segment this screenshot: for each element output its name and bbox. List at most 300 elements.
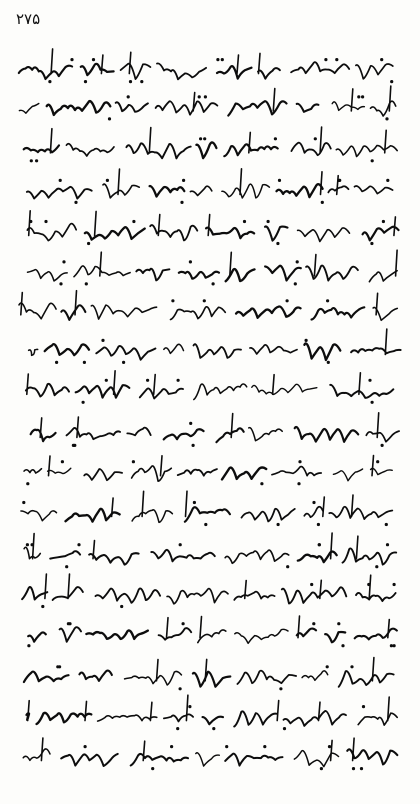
handwritten-stroke bbox=[186, 491, 188, 516]
handwritten-line bbox=[27, 616, 397, 647]
ink-dot bbox=[41, 605, 44, 608]
ink-dot bbox=[29, 220, 32, 223]
handwritten-word bbox=[179, 272, 219, 279]
handwritten-stroke bbox=[394, 217, 396, 236]
handwritten-word bbox=[121, 64, 151, 79]
handwritten-word bbox=[236, 306, 300, 317]
handwritten-word bbox=[164, 714, 193, 721]
ink-dot bbox=[26, 482, 29, 485]
ink-dot bbox=[243, 220, 246, 223]
handwritten-line bbox=[27, 169, 393, 204]
handwritten-word bbox=[277, 184, 323, 197]
ink-dot bbox=[48, 80, 51, 83]
handwritten-stroke bbox=[273, 375, 275, 395]
handwritten-word bbox=[291, 62, 349, 73]
handwritten-word bbox=[333, 469, 362, 481]
handwritten-word bbox=[339, 671, 394, 687]
handwritten-word bbox=[61, 754, 117, 766]
handwritten-word bbox=[332, 102, 364, 111]
ink-dot bbox=[59, 179, 62, 182]
handwritten-word bbox=[171, 307, 226, 320]
handwritten-word bbox=[67, 428, 121, 439]
handwritten-line bbox=[24, 658, 394, 691]
handwritten-stroke bbox=[372, 658, 374, 681]
ink-dot bbox=[283, 727, 286, 730]
ink-dot bbox=[294, 282, 297, 285]
ink-dot bbox=[312, 622, 315, 625]
handwritten-word bbox=[185, 507, 230, 521]
ink-dot bbox=[180, 201, 183, 204]
ink-dot bbox=[376, 460, 379, 463]
ink-dot bbox=[182, 179, 185, 182]
ink-dot bbox=[203, 299, 206, 302]
handwritten-word bbox=[28, 632, 46, 641]
handwritten-word bbox=[37, 713, 92, 724]
handwritten-word bbox=[150, 186, 185, 196]
ink-dot bbox=[324, 58, 327, 61]
handwritten-word bbox=[19, 303, 56, 319]
handwritten-word bbox=[24, 469, 42, 473]
handwritten-word bbox=[19, 66, 72, 79]
ink-dot bbox=[328, 745, 331, 748]
ink-dot bbox=[67, 622, 70, 625]
handwritten-word bbox=[304, 507, 323, 517]
ink-dot bbox=[192, 444, 195, 447]
handwritten-word bbox=[302, 671, 328, 680]
handwritten-word bbox=[298, 228, 350, 242]
ink-dot bbox=[188, 705, 191, 708]
handwritten-line bbox=[26, 371, 393, 404]
handwritten-line bbox=[24, 456, 392, 486]
ink-dot bbox=[61, 460, 64, 463]
handwritten-word bbox=[164, 429, 204, 439]
ink-dot bbox=[198, 95, 201, 98]
ink-dot bbox=[151, 767, 154, 770]
handwritten-word bbox=[252, 384, 317, 394]
ink-dot bbox=[55, 361, 58, 364]
ink-dot bbox=[286, 565, 289, 568]
handwritten-word bbox=[132, 466, 172, 481]
ink-dot bbox=[44, 220, 47, 223]
ink-dot bbox=[171, 299, 174, 302]
handwritten-stroke bbox=[51, 49, 53, 74]
handwritten-line bbox=[22, 574, 396, 608]
ink-dot bbox=[260, 482, 263, 485]
handwritten-stroke bbox=[41, 738, 43, 761]
handwritten-word bbox=[74, 266, 130, 277]
handwritten-word bbox=[258, 68, 280, 79]
ink-dot bbox=[390, 80, 393, 83]
handwritten-word bbox=[27, 187, 92, 199]
ink-dot bbox=[320, 767, 323, 770]
ink-dot bbox=[367, 583, 370, 586]
handwritten-word bbox=[193, 672, 230, 687]
ink-dot bbox=[84, 80, 87, 83]
handwritten-stroke bbox=[114, 371, 116, 395]
handwritten-word bbox=[347, 749, 397, 764]
ink-dot bbox=[77, 543, 80, 546]
handwritten-word bbox=[84, 469, 122, 480]
ink-dot bbox=[122, 361, 125, 364]
handwritten-stroke bbox=[101, 55, 103, 74]
ink-dot bbox=[92, 58, 95, 61]
handwritten-word bbox=[356, 593, 396, 601]
ink-dot bbox=[189, 260, 192, 263]
handwritten-word bbox=[224, 144, 277, 156]
handwritten-line bbox=[28, 250, 398, 285]
ink-dot bbox=[176, 727, 179, 730]
handwritten-word bbox=[369, 271, 397, 282]
handwritten-word bbox=[96, 346, 155, 360]
ink-dot bbox=[381, 444, 384, 447]
handwritten-word bbox=[249, 428, 282, 441]
ink-dot bbox=[177, 379, 180, 382]
ink-dot bbox=[385, 523, 388, 526]
handwritten-word bbox=[61, 305, 85, 320]
handwritten-word bbox=[24, 672, 69, 682]
handwritten-stroke bbox=[149, 128, 151, 153]
ink-dot bbox=[278, 179, 281, 182]
handwritten-stroke bbox=[161, 456, 163, 476]
handwritten-word bbox=[297, 104, 319, 112]
handwritten-word bbox=[222, 468, 266, 480]
handwritten-stroke bbox=[21, 293, 23, 315]
handwritten-stroke bbox=[129, 52, 131, 73]
ink-dot bbox=[326, 299, 329, 302]
ink-dot bbox=[189, 422, 192, 425]
handwritten-stroke bbox=[200, 617, 202, 638]
handwritten-stroke bbox=[237, 55, 239, 74]
ink-dot bbox=[203, 137, 206, 140]
handwritten-stroke bbox=[29, 211, 31, 236]
handwritten-word bbox=[297, 629, 316, 637]
ink-dot bbox=[276, 242, 279, 245]
handwritten-word bbox=[24, 145, 59, 152]
ink-dot bbox=[132, 220, 135, 223]
ink-dot bbox=[357, 95, 360, 98]
handwritten-stroke bbox=[154, 375, 156, 395]
ink-dot bbox=[204, 523, 207, 526]
handwritten-word bbox=[127, 428, 150, 436]
ink-dot bbox=[30, 159, 33, 162]
ink-dot bbox=[277, 523, 280, 526]
ink-dot bbox=[83, 361, 86, 364]
handwritten-word bbox=[225, 754, 282, 766]
handwritten-word bbox=[217, 66, 252, 78]
handwritten-word bbox=[116, 102, 148, 112]
handwritten-stroke bbox=[45, 574, 47, 599]
handwritten-word bbox=[140, 388, 183, 398]
handwritten-stroke bbox=[323, 497, 325, 516]
handwritten-word bbox=[126, 143, 190, 158]
ink-dot bbox=[393, 583, 396, 586]
handwritten-word bbox=[291, 143, 330, 156]
handwritten-stroke bbox=[231, 414, 233, 438]
handwritten-stroke bbox=[298, 616, 300, 638]
ink-dot bbox=[382, 220, 385, 223]
handwritten-stroke bbox=[273, 89, 275, 111]
ink-dot bbox=[338, 179, 341, 182]
ink-dot bbox=[72, 444, 75, 447]
handwritten-line bbox=[19, 49, 394, 83]
handwritten-word bbox=[356, 64, 393, 79]
handwritten-word bbox=[157, 63, 206, 79]
handwritten-word bbox=[329, 507, 392, 519]
ink-dot bbox=[108, 117, 111, 120]
ink-dot bbox=[106, 179, 109, 182]
handwritten-line bbox=[19, 86, 395, 120]
ink-dot bbox=[352, 767, 355, 770]
handwritten-stroke bbox=[320, 127, 322, 153]
handwritten-word bbox=[234, 592, 274, 600]
ink-dot bbox=[327, 361, 330, 364]
ink-dot bbox=[193, 501, 196, 504]
handwritten-word bbox=[45, 344, 89, 355]
handwritten-word bbox=[196, 142, 216, 158]
ink-dot bbox=[179, 543, 182, 546]
handwritten-word bbox=[265, 266, 301, 281]
handwritten-word bbox=[98, 715, 157, 721]
handwritten-word bbox=[151, 550, 215, 561]
page-number: ۲۷۵ bbox=[16, 10, 41, 28]
ink-dot bbox=[140, 80, 143, 83]
handwritten-stroke bbox=[396, 250, 398, 276]
ink-dot bbox=[386, 543, 389, 546]
ink-dot bbox=[221, 58, 224, 61]
ink-dot bbox=[337, 622, 340, 625]
ink-dot bbox=[204, 95, 207, 98]
handwritten-word bbox=[206, 228, 254, 239]
handwritten-stroke bbox=[356, 536, 358, 559]
ink-dot bbox=[212, 282, 215, 285]
ink-dot bbox=[127, 95, 130, 98]
handwritten-word bbox=[131, 754, 188, 766]
handwritten-word bbox=[225, 550, 289, 563]
ink-dot bbox=[30, 543, 33, 546]
handwritten-line bbox=[29, 329, 401, 364]
ink-dot bbox=[321, 201, 324, 204]
ink-dot bbox=[82, 401, 85, 404]
handwritten-word bbox=[216, 428, 243, 442]
handwritten-stroke bbox=[389, 86, 391, 111]
ink-dot bbox=[62, 260, 65, 263]
ink-dot bbox=[146, 379, 149, 382]
ink-dot bbox=[386, 179, 389, 182]
handwritten-word bbox=[28, 270, 68, 281]
ink-dot bbox=[70, 58, 73, 61]
handwritten-word bbox=[178, 469, 217, 476]
handwritten-word bbox=[26, 384, 69, 397]
handwritten-word bbox=[336, 146, 397, 157]
handwritten-word bbox=[103, 184, 139, 198]
handwritten-stroke bbox=[337, 176, 339, 195]
ink-dot bbox=[298, 460, 301, 463]
handwritten-line bbox=[31, 413, 400, 447]
handwritten-word bbox=[366, 431, 399, 442]
handwritten-line bbox=[26, 695, 397, 730]
handwritten-word bbox=[282, 587, 347, 603]
handwritten-word bbox=[164, 344, 184, 353]
handwritten-word bbox=[242, 509, 295, 522]
ink-dot bbox=[179, 687, 182, 690]
ink-dot bbox=[362, 705, 365, 708]
ink-dot bbox=[74, 201, 77, 204]
ink-dot bbox=[380, 58, 383, 61]
ink-dot bbox=[212, 727, 215, 730]
handwritten-stroke bbox=[331, 533, 333, 559]
handwritten-word bbox=[22, 587, 47, 599]
handwritten-word bbox=[228, 101, 286, 115]
ink-dot bbox=[120, 605, 123, 608]
handwritten-word bbox=[27, 224, 76, 241]
ink-dot bbox=[371, 401, 374, 404]
handwritten-word bbox=[96, 588, 161, 602]
handwritten-word bbox=[295, 427, 359, 442]
handwritten-word bbox=[194, 344, 242, 358]
ink-dot bbox=[59, 282, 62, 285]
handwritten-word bbox=[198, 630, 226, 643]
ink-dot bbox=[199, 137, 202, 140]
handwritten-word bbox=[371, 468, 393, 474]
ink-dot bbox=[385, 117, 388, 120]
ink-dot bbox=[216, 58, 219, 61]
handwritten-word bbox=[132, 510, 172, 523]
handwritten-word bbox=[29, 349, 38, 355]
handwritten-line bbox=[24, 127, 398, 162]
handwritten-word bbox=[76, 385, 130, 398]
ink-dot bbox=[296, 260, 299, 263]
ink-dot bbox=[27, 644, 30, 647]
handwritten-word bbox=[312, 307, 365, 319]
handwritten-word bbox=[159, 628, 192, 640]
handwritten-stroke bbox=[372, 456, 374, 476]
handwritten-word bbox=[194, 384, 247, 399]
handwritten-word bbox=[190, 186, 211, 195]
handwritten-word bbox=[355, 186, 393, 194]
handwritten-stroke bbox=[388, 620, 390, 638]
handwritten-stroke bbox=[186, 695, 188, 720]
handwritten-word bbox=[50, 551, 80, 558]
handwritten-stroke bbox=[27, 374, 29, 394]
ink-dot bbox=[317, 523, 320, 526]
handwritten-stroke bbox=[321, 172, 323, 195]
handwritten-stroke bbox=[167, 618, 169, 638]
handwritten-stroke bbox=[208, 215, 210, 236]
handwritten-stroke bbox=[95, 211, 97, 235]
handwritten-word bbox=[156, 101, 218, 114]
ink-dot bbox=[368, 379, 371, 382]
handwritten-word bbox=[48, 468, 71, 473]
handwritten-stroke bbox=[50, 129, 52, 153]
handwritten-line bbox=[27, 211, 398, 245]
ink-dot bbox=[274, 137, 277, 140]
handwritten-word bbox=[358, 713, 397, 725]
handwritten-line bbox=[23, 738, 397, 770]
handwritten-word bbox=[79, 671, 112, 681]
ink-dot bbox=[267, 220, 270, 223]
handwritten-line bbox=[19, 291, 397, 321]
handwritten-word bbox=[21, 511, 57, 521]
ink-dot bbox=[65, 565, 68, 568]
handwritten-word bbox=[31, 430, 56, 441]
handwritten-word bbox=[66, 144, 114, 156]
handwritten-word bbox=[272, 467, 321, 476]
ink-dot bbox=[350, 665, 353, 668]
handwritten-stroke bbox=[385, 329, 387, 354]
ink-dot bbox=[312, 501, 315, 504]
handwritten-word bbox=[371, 101, 396, 116]
handwritten-stroke bbox=[277, 701, 279, 721]
ink-dot bbox=[361, 95, 364, 98]
handwritten-word bbox=[60, 627, 81, 642]
handwritten-stroke bbox=[240, 169, 242, 195]
handwritten-stroke bbox=[369, 575, 371, 598]
ink-dot bbox=[370, 242, 373, 245]
handwritten-word bbox=[89, 553, 138, 564]
ink-dot bbox=[132, 460, 135, 463]
handwritten-word bbox=[355, 629, 397, 640]
handwritten-word bbox=[23, 749, 50, 760]
handwritten-word bbox=[196, 753, 220, 766]
handwritten-word bbox=[330, 385, 393, 398]
handwritten-word bbox=[81, 64, 114, 75]
handwritten-word bbox=[351, 348, 401, 353]
handwritten-word bbox=[19, 104, 38, 114]
handwritten-word bbox=[237, 671, 296, 684]
ink-dot bbox=[393, 644, 396, 647]
handwritten-word bbox=[304, 343, 340, 360]
ink-dot bbox=[263, 745, 266, 748]
handwritten-word bbox=[265, 226, 288, 240]
ink-dot bbox=[335, 58, 338, 61]
handwritten-word bbox=[91, 305, 156, 319]
handwritten-stroke bbox=[75, 291, 77, 315]
handwritten-word bbox=[203, 717, 224, 725]
ink-dot bbox=[314, 137, 317, 140]
ink-dot bbox=[84, 745, 87, 748]
ink-dot bbox=[101, 339, 104, 342]
ink-dot bbox=[279, 687, 282, 690]
handwritten-stroke bbox=[314, 255, 316, 276]
ink-dot bbox=[129, 80, 132, 83]
handwritten-word bbox=[325, 632, 345, 642]
handwritten-word bbox=[47, 101, 111, 115]
ink-dot bbox=[305, 339, 308, 342]
ink-dot bbox=[170, 745, 173, 748]
handwritten-word bbox=[136, 269, 169, 281]
handwritten-stroke bbox=[158, 215, 160, 236]
ink-dot bbox=[326, 665, 329, 668]
handwritten-stroke bbox=[331, 740, 333, 760]
ink-dot bbox=[105, 379, 108, 382]
ink-dot bbox=[35, 159, 38, 162]
ink-dot bbox=[225, 745, 228, 748]
ink-dot bbox=[318, 543, 321, 546]
handwritten-stroke bbox=[49, 456, 51, 476]
handwritten-word bbox=[363, 227, 399, 241]
handwritten-word bbox=[167, 589, 228, 604]
ink-dot bbox=[85, 282, 88, 285]
handwritten-word bbox=[222, 184, 270, 198]
handwritten-stroke bbox=[68, 574, 70, 599]
handwritten-word bbox=[235, 629, 288, 643]
ink-dot bbox=[310, 583, 313, 586]
ink-dot bbox=[286, 299, 289, 302]
ink-dot bbox=[375, 565, 378, 568]
handwritten-word bbox=[150, 225, 197, 240]
ink-dot bbox=[87, 242, 90, 245]
handwritten-line bbox=[24, 533, 396, 568]
